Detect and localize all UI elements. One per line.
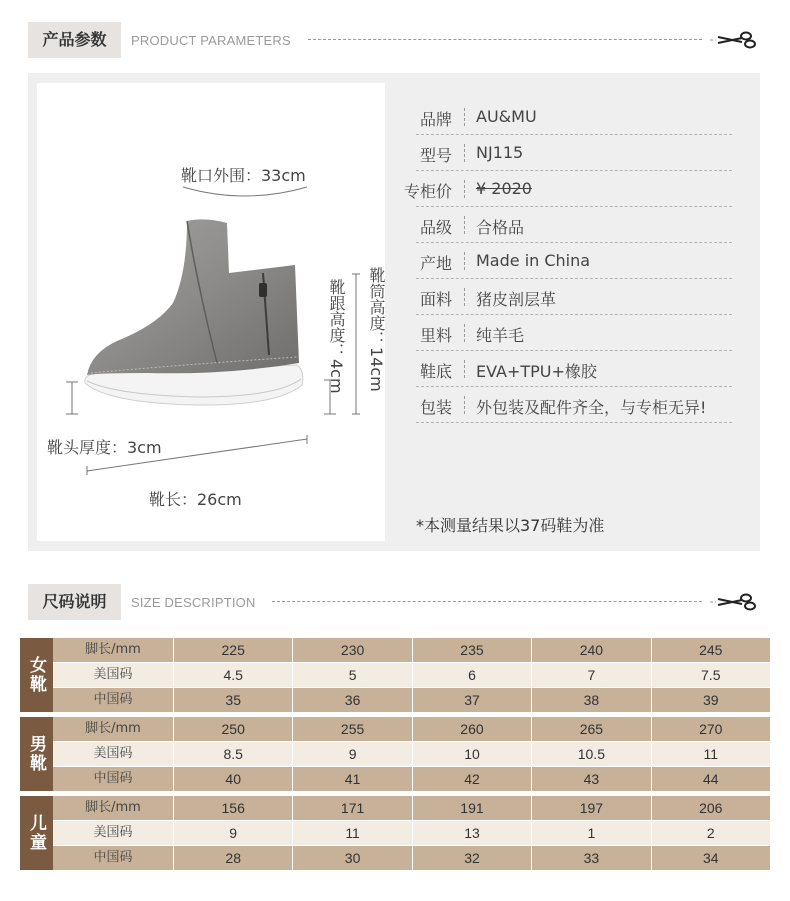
size-cell: 9 [173,821,292,845]
size-cell: 38 [531,688,650,712]
size-cell: 42 [412,767,531,791]
boot-dimension-diagram [37,83,385,541]
size-row-cn-size [53,688,770,712]
spec-row-origin [416,243,732,279]
size-cell: 13 [412,821,531,845]
spec-separator [464,324,465,342]
spec-key: 包装 [419,398,452,417]
size-cell: 230 [292,638,411,662]
size-cell: 1 [531,821,650,845]
spec-row-packaging [416,387,732,423]
spec-row-brand [416,99,732,135]
dashed-divider [272,601,702,602]
size-cell: 36 [292,688,411,712]
spec-key: 品级 [419,218,452,237]
size-cell: 32 [412,846,531,870]
row-label: 中国码 [93,850,133,865]
size-cell: 39 [651,688,770,712]
size-cell: 40 [173,767,292,791]
size-cell: 191 [412,796,531,820]
size-row-us-size [53,821,770,845]
opening-circumference-label: 靴口外围：33cm [181,166,306,185]
spec-key: 型号 [419,146,452,165]
spec-table [404,99,732,423]
size-cell: 11 [292,821,411,845]
row-label: 脚长/mm [85,800,141,815]
spec-key: 品牌 [419,110,452,129]
size-row-us-size [53,742,770,766]
heel-height-label: 靴跟高度：4cm [327,279,346,394]
size-cell: 35 [173,688,292,712]
toe-thickness-label: 靴头厚度：3cm [47,438,162,457]
row-label: 中国码 [93,771,133,786]
length-label: 靴长：26cm [149,490,242,509]
spec-value: 纯羊毛 [476,326,525,345]
size-cell: 7.5 [651,663,770,687]
opening-arc-icon [181,183,309,203]
size-cell: 10.5 [531,742,650,766]
size-row-us-size [53,663,770,687]
row-label: 中国码 [93,692,133,707]
scissors-icon [708,591,758,613]
spec-separator [464,144,465,162]
boot-image [77,213,317,428]
spec-row-sole [416,351,732,387]
size-cell: 28 [173,846,292,870]
size-cell: 34 [651,846,770,870]
size-cell: 171 [292,796,411,820]
spec-value: NJ115 [476,143,524,162]
scissors-icon [708,29,758,51]
size-cell: 197 [531,796,650,820]
size-cell: 250 [173,717,292,741]
product-parameters-header [28,22,760,58]
size-cell: 156 [173,796,292,820]
section-title-en: PRODUCT PARAMETERS [131,33,291,48]
size-cell: 9 [292,742,411,766]
section-title-cn: 产品参数 [28,22,121,58]
group-label: 女靴 [20,638,53,712]
size-cell: 5 [292,663,411,687]
spec-separator [464,396,465,414]
size-cell: 245 [651,638,770,662]
size-row-foot-length [53,717,770,741]
size-cell: 206 [651,796,770,820]
size-row-foot-length [53,638,770,662]
spec-row-lining [416,315,732,351]
size-cell: 265 [531,717,650,741]
spec-key: 专柜价 [404,182,453,201]
size-group-women [20,638,770,712]
spec-separator [464,252,465,270]
size-cell: 43 [531,767,650,791]
spec-separator [464,180,465,198]
size-row-cn-size [53,767,770,791]
row-label: 美国码 [93,667,133,682]
spec-value: 猪皮剖层革 [476,290,557,309]
group-label: 男靴 [20,717,53,791]
dashed-divider [308,39,702,40]
size-cell: 2 [651,821,770,845]
spec-key: 里料 [419,326,452,345]
size-description-header [28,584,760,620]
size-cell: 37 [412,688,531,712]
spec-value: Made in China [476,251,591,270]
spec-key: 鞋底 [419,362,452,381]
size-cell: 44 [651,767,770,791]
spec-separator [464,360,465,378]
shaft-height-line [351,273,361,415]
size-group-children [20,796,770,870]
size-cell: 4.5 [173,663,292,687]
spec-separator [464,288,465,306]
toe-thickness-bracket [65,381,79,415]
size-cell: 30 [292,846,411,870]
spec-row-model [416,135,732,171]
parameter-panel [28,73,760,551]
spec-key: 产地 [419,254,452,273]
size-cell: 8.5 [173,742,292,766]
spec-value: 外包装及配件齐全，与专柜无异! [476,398,707,417]
spec-separator [464,216,465,234]
size-cell: 225 [173,638,292,662]
section-title-cn: 尺码说明 [28,584,121,620]
spec-value: ¥ 2020 [476,179,532,198]
size-cell: 255 [292,717,411,741]
row-label: 脚长/mm [85,721,141,736]
row-label: 美国码 [93,825,133,840]
spec-row-grade [416,207,732,243]
size-cell: 235 [412,638,531,662]
row-label: 脚长/mm [85,642,141,657]
spec-key: 面料 [419,290,452,309]
spec-value: EVA+TPU+橡胶 [476,362,597,381]
section-title-en: SIZE DESCRIPTION [131,595,256,610]
size-cell: 6 [412,663,531,687]
size-cell: 11 [651,742,770,766]
row-label: 美国码 [93,746,133,761]
size-group-men [20,717,770,791]
measurement-note: *本测量结果以37码鞋为准 [416,516,605,535]
spec-row-price [404,171,732,207]
size-row-foot-length [53,796,770,820]
spec-value: 合格品 [476,218,525,237]
size-cell: 10 [412,742,531,766]
spec-separator [464,108,465,126]
size-cell: 240 [531,638,650,662]
spec-row-material [416,279,732,315]
size-cell: 270 [651,717,770,741]
size-cell: 260 [412,717,531,741]
size-row-cn-size [53,846,770,870]
size-cell: 41 [292,767,411,791]
group-label: 儿童 [20,796,53,870]
size-cell: 33 [531,846,650,870]
shaft-height-label: 靴筒高度：14cm [367,267,386,392]
size-cell: 7 [531,663,650,687]
spec-value: AU&MU [476,107,537,126]
length-line [85,435,310,475]
